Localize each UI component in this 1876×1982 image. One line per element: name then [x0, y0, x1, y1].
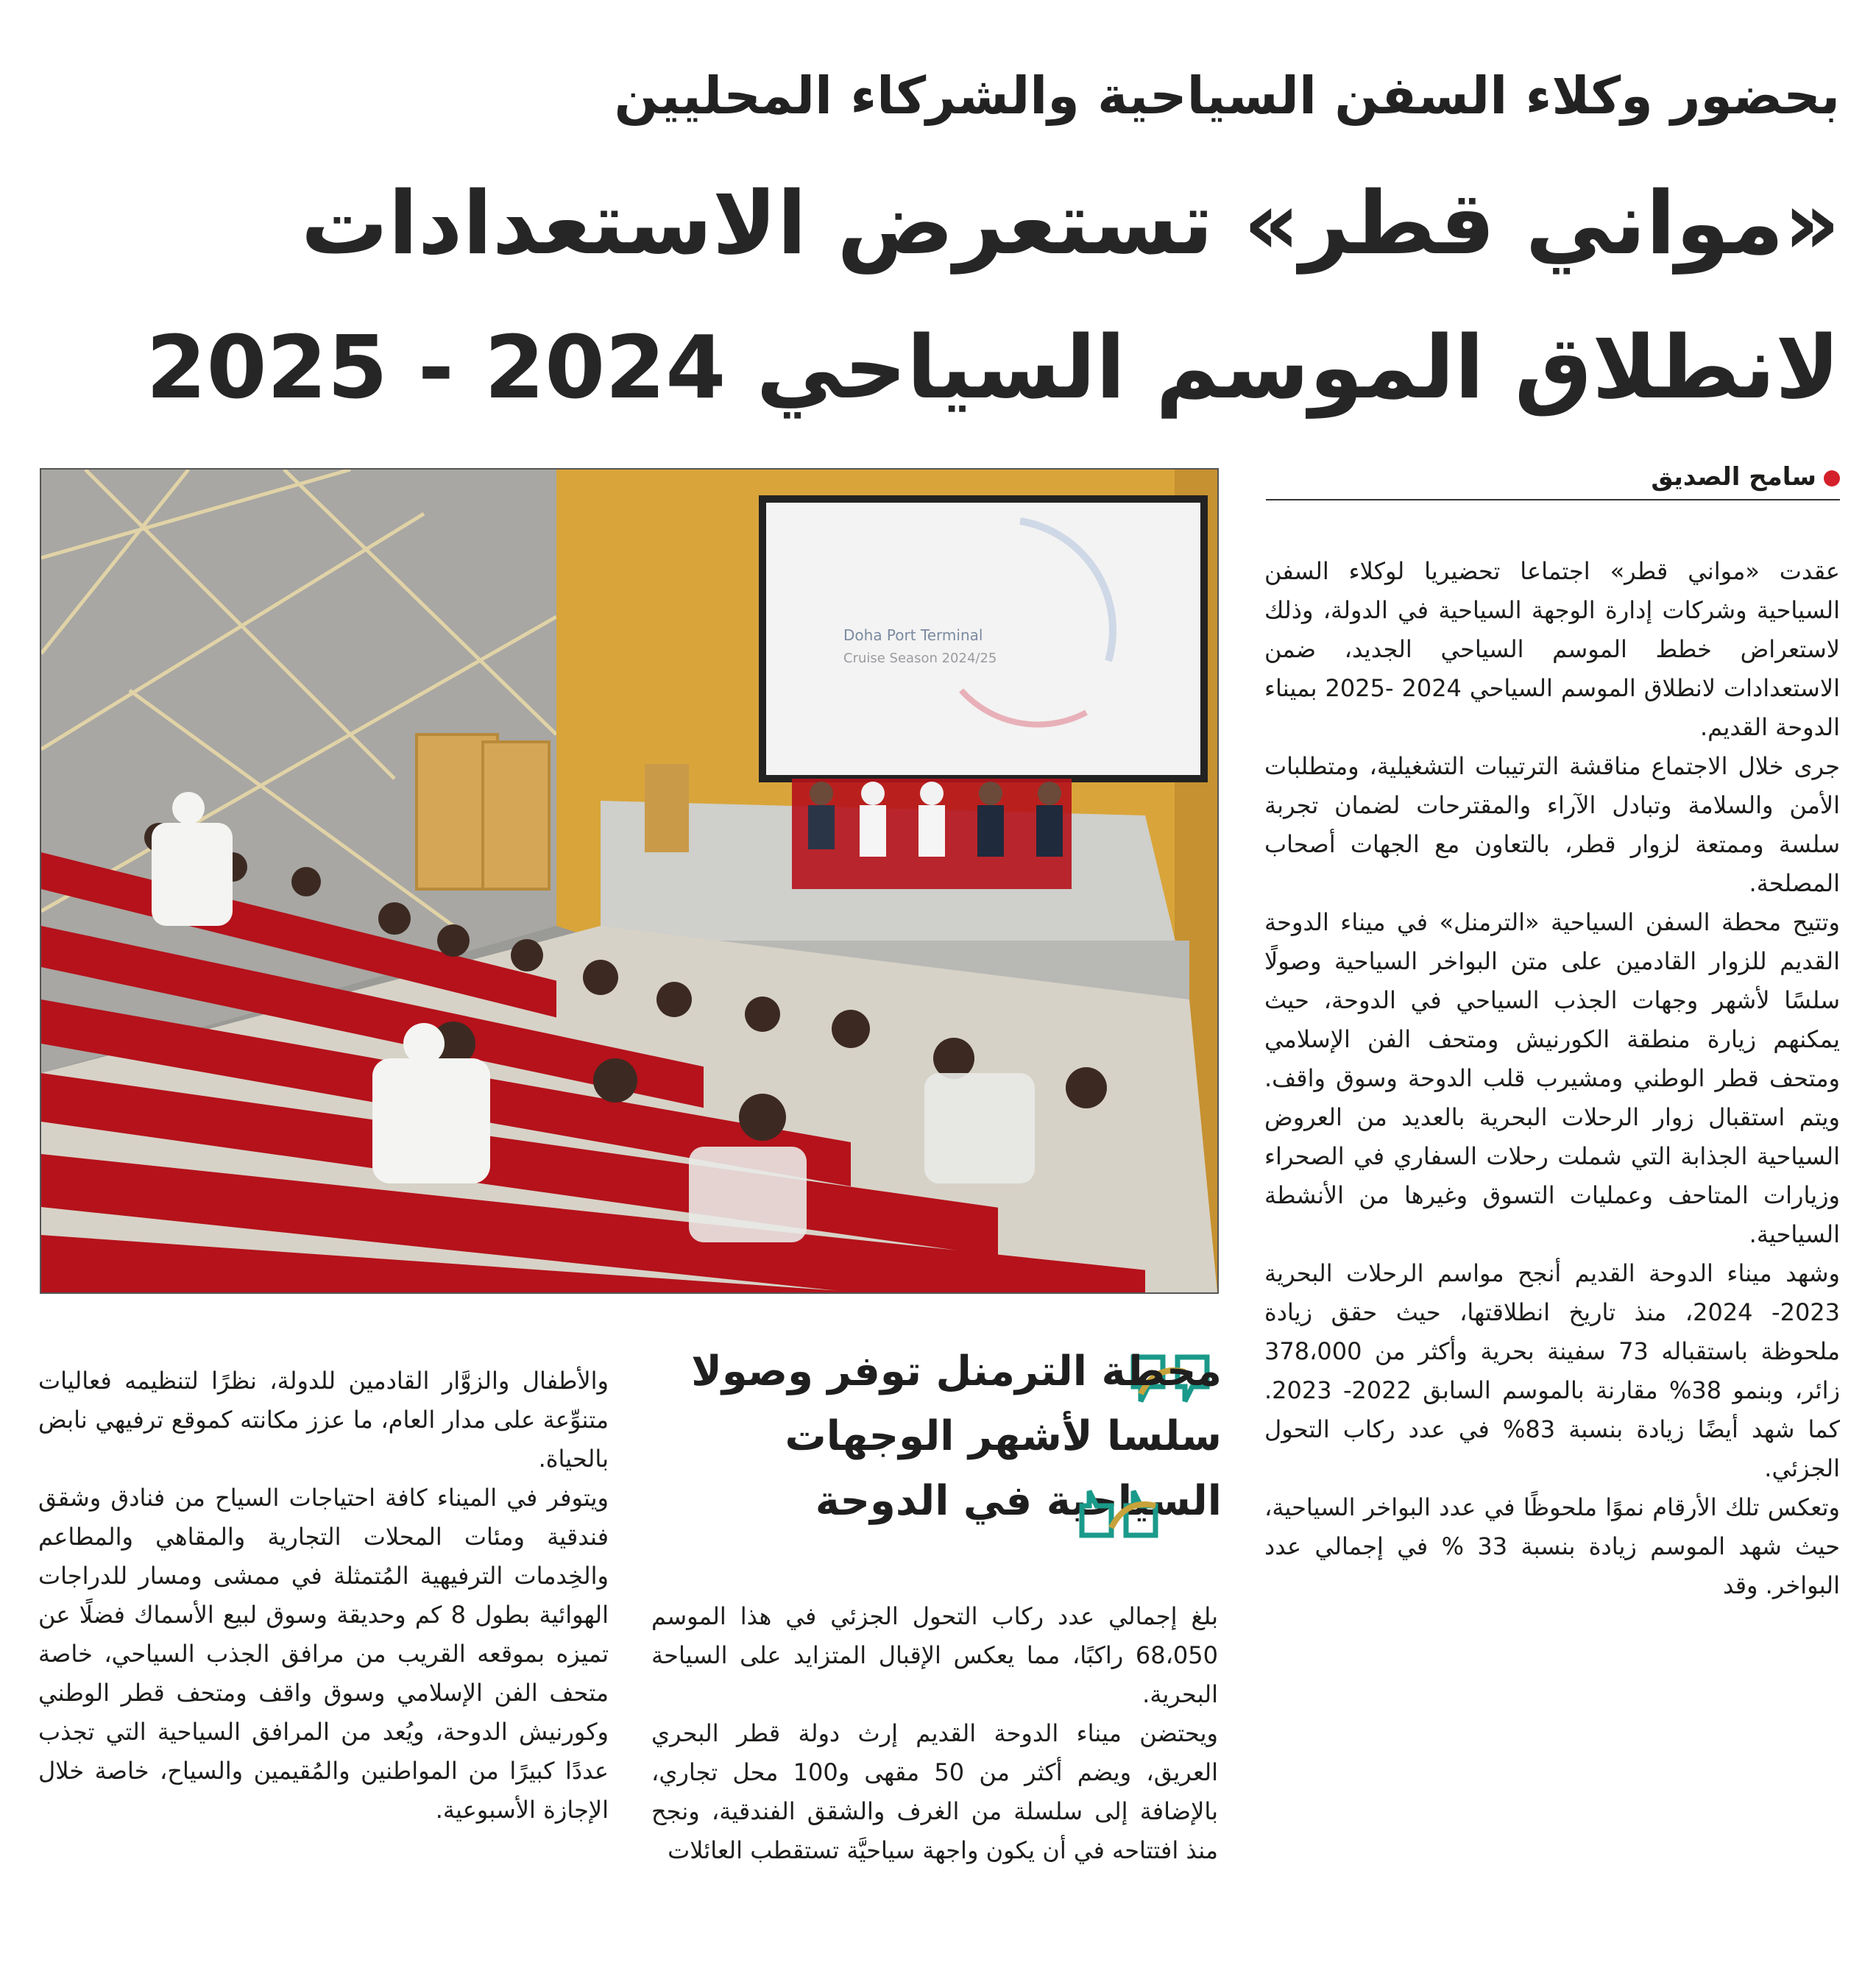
conference-hall-illustration: [41, 470, 1217, 1292]
quote-close-icon: [1067, 1484, 1163, 1543]
paragraph: ويتوفر في الميناء كافة احتياجات السياح من فنادق وشقق فندقية ومئات المحلات التجارية والمقاهي والمطاعم والخِدمات الترفيهية المُتمثلة في ممشى ومسار للدراجات الهوائية بطول 8 كم وحديقة وسوق لبيع الأسماك فضلًا عن تميزه بموقعه القريب من مرافق الجذب السياحي، خاصة متحف الفن الإسلامي وسوق واقف ومتحف قطر الوطني وكورنيش الدوحة، ويُعد من المرافق السياحية التي تجذب عددًا كبيرًا من المواطنين والمُقيمين والسياح، خاصة خلال الإجازة الأسبوعية.: [38, 1484, 609, 1824]
screen-text-2: Cruise Season 2024/25: [843, 651, 997, 666]
byline: [1266, 456, 1840, 500]
paragraph: والأطفال والزوَّار القادمين للدولة، نظرًا لتنظيمه فعاليات متنوِّعة على مدار العام، ما عزز مكانته كموقع ترفيهي نابض بالحياة.: [38, 1367, 609, 1473]
article-column-middle: [651, 1597, 1218, 1870]
byline-dot-icon: [1824, 470, 1840, 486]
paragraph: وتعكس تلك الأرقام نموًا ملحوظًا في عدد البواخر السياحية، حيث شهد الموسم زيادة بنسبة 33 % في إجمالي عدد البواخر. وقد: [1264, 1493, 1840, 1599]
paragraph: جرى خلال الاجتماع مناقشة الترتيبات التشغيلية، ومتطلبات الأمن والسلامة وتبادل الآراء والمقترحات لضمان تجربة سلسة وممتعة لزوار قطر، بالتعاون مع الجهات أصحاب المصلحة.: [1264, 752, 1840, 897]
screen-text-1: Doha Port Terminal: [843, 626, 983, 644]
headline: [146, 151, 1840, 439]
headline-line-1: «مواني قطر» تستعرض الاستعدادات: [300, 172, 1840, 274]
headline-line-2: لانطلاق الموسم السياحي 2024 - 2025: [146, 316, 1840, 418]
pull-quote-text: محطة الترمنل توفر وصولا سلسا لأشهر الوجهات السياحية في الدوحة: [691, 1348, 1222, 1525]
article-column-right: [1264, 552, 1840, 1605]
paragraph: بلغ إجمالي عدد ركاب التحول الجزئي في هذا الموسم 68،050 راكبًا، مما يعكس الإقبال المتزايد على السياحة البحرية.: [651, 1602, 1218, 1708]
paragraph: عقدت «مواني قطر» اجتماعا تحضيريا لوكلاء السفن السياحية وشركات إدارة الوجهة السياحية في الدولة، وذلك لاستعراض خطط الموسم السياحي الجديد، ضمن الاستعدادات لانطلاق الموسم السياحي 2024 -2025 بميناء الدوحة القديم.: [1264, 557, 1840, 741]
kicker: بحضور وكلاء السفن السياحية والشركاء المحليين: [614, 66, 1840, 126]
article-photo: [40, 468, 1219, 1294]
paragraph: وشهد ميناء الدوحة القديم أنجح مواسم الرحلات البحرية 2023- 2024، منذ تاريخ انطلاقتها، حيث حقق زيادة ملحوظة باستقباله 73 سفينة بحرية وأكثر من 378،000 زائر، وبنمو 38% مقارنة بالموسم السابق 2022- 2023. كما شهد أيضًا زيادة بنسبة 83% في عدد ركاب التحول الجزئي.: [1264, 1259, 1841, 1482]
byline-author: سامح الصديق: [1651, 462, 1816, 492]
paragraph: وتتيح محطة السفن السياحية «الترمنل» في ميناء الدوحة القديم للزوار القادمين على متن البواخر السياحية وصولًا سلسًا لأشهر وجهات الجذب السياحي في الدوحة، حيث يمكنهم زيارة منطقة الكورنيش ومتحف الفن الإسلامي ومتحف قطر الوطني ومشيرب قلب الدوحة وسوق واقف. ويتم استقبال زوار الرحلات البحرية بالعديد من العروض السياحية الجذابة التي شملت رحلات السفاري في الصحراء وزيارات المتاحف وعمليات التسوق وغيرها من الأنشطة السياحية.: [1264, 908, 1840, 1248]
article-column-left: [38, 1362, 609, 1830]
pull-quote: [648, 1339, 1222, 1582]
paragraph: ويحتضن ميناء الدوحة القديم إرث دولة قطر البحري العريق، ويضم أكثر من 50 مقهى و100 محل تجاري، بالإضافة إلى سلسلة من الغرف والشقق الفندقية، ونجح منذ افتتاحه في أن يكون واجهة سياحيَّة تستقطب العائلات: [651, 1719, 1219, 1864]
